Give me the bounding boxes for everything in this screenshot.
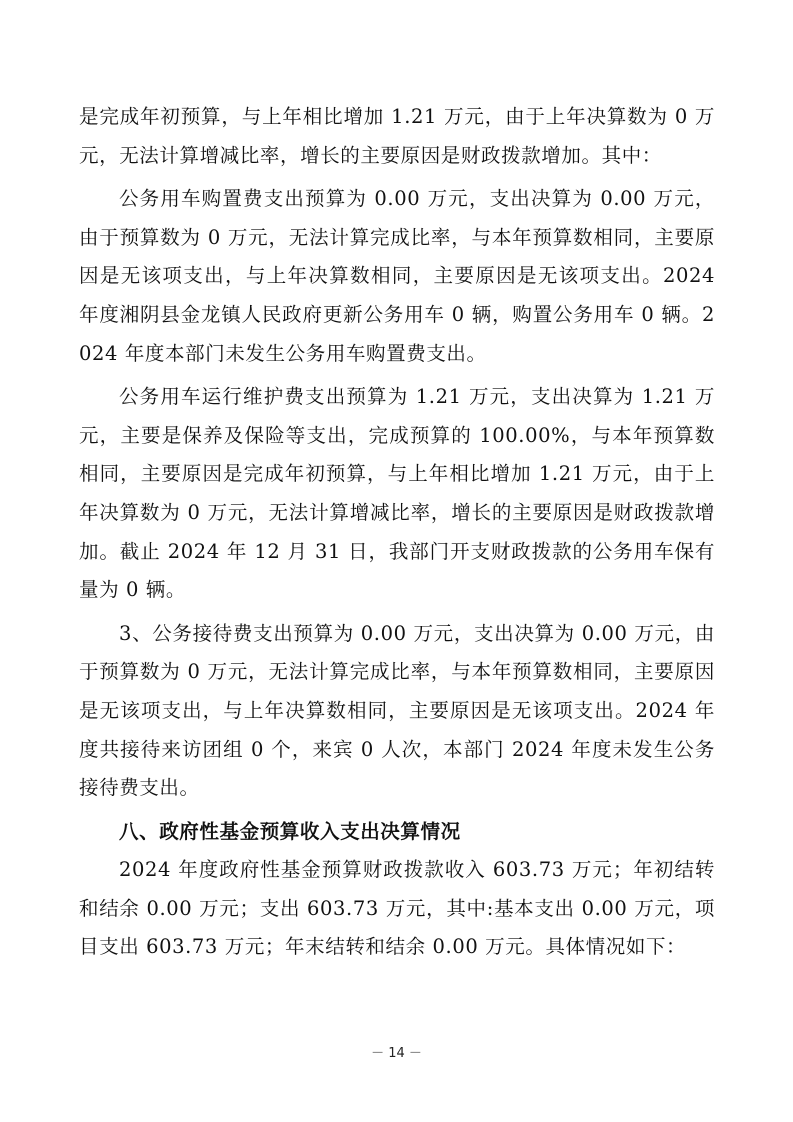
paragraph-government-fund: 2024 年度政府性基金预算财政拨款收入 603.73 万元；年初结转和结余 0.00 万元；支出 603.73 万元，其中:基本支出 0.00 万元，项目支出 603.73 万元；年末结转和结余 0.00 万元。具体情况如下： [79,858,715,959]
paragraph-vehicle-summary: 是完成年初预算，与上年相比增加 1.21 万元，由于上年决算数为 0 万元，无法计算增减比率，增长的主要原因是财政拨款增加。其中： [79,105,715,167]
paragraph-vehicle-purchase: 公务用车购置费支出预算为 0.00 万元，支出决算为 0.00 万元，由于预算数为 0 万元，无法计算完成比率，与本年预算数相同，主要原因是无该项支出，与上年决算数相同，主要原因是无该项支出。2024 年度湘阴县金龙镇人民政府更新公务用车 0 辆，购置公务用车 0 辆。2024 年度本部门未发生公务用车购置费支出。 [79,187,715,365]
paragraph-reception-expense: 3、公务接待费支出预算为 0.00 万元，支出决算为 0.00 万元，由于预算数为 0 万元，无法计算完成比率，与本年预算数相同，主要原因是无该项支出，与上年决算数相同，主要原因是无该项支出。2024 年度共接待来访团组 0 个，来宾 0 人次，本部门 2024 年度未发生公务接待费支出。 [79,621,715,800]
page-number: － 14 － [371,1046,422,1061]
paragraph-vehicle-maintenance: 公务用车运行维护费支出预算为 1.21 万元，支出决算为 1.21 万元，主要是保养及保险等支出，完成预算的 100.00%，与本年预算数相同，主要原因是完成年初预算，与上年相比增加 1.21 万元，由于上年决算数为 0 万元，无法计算增减比率，增长的主要原因是财政拨款增加。截止 2024 年 12 月 31 日，我部门开支财政拨款的公务用车保有量为 0 辆。 [79,385,715,602]
section-heading: 八、政府性基金预算收入支出决算情况 [119,819,461,843]
document-body [79,98,715,967]
